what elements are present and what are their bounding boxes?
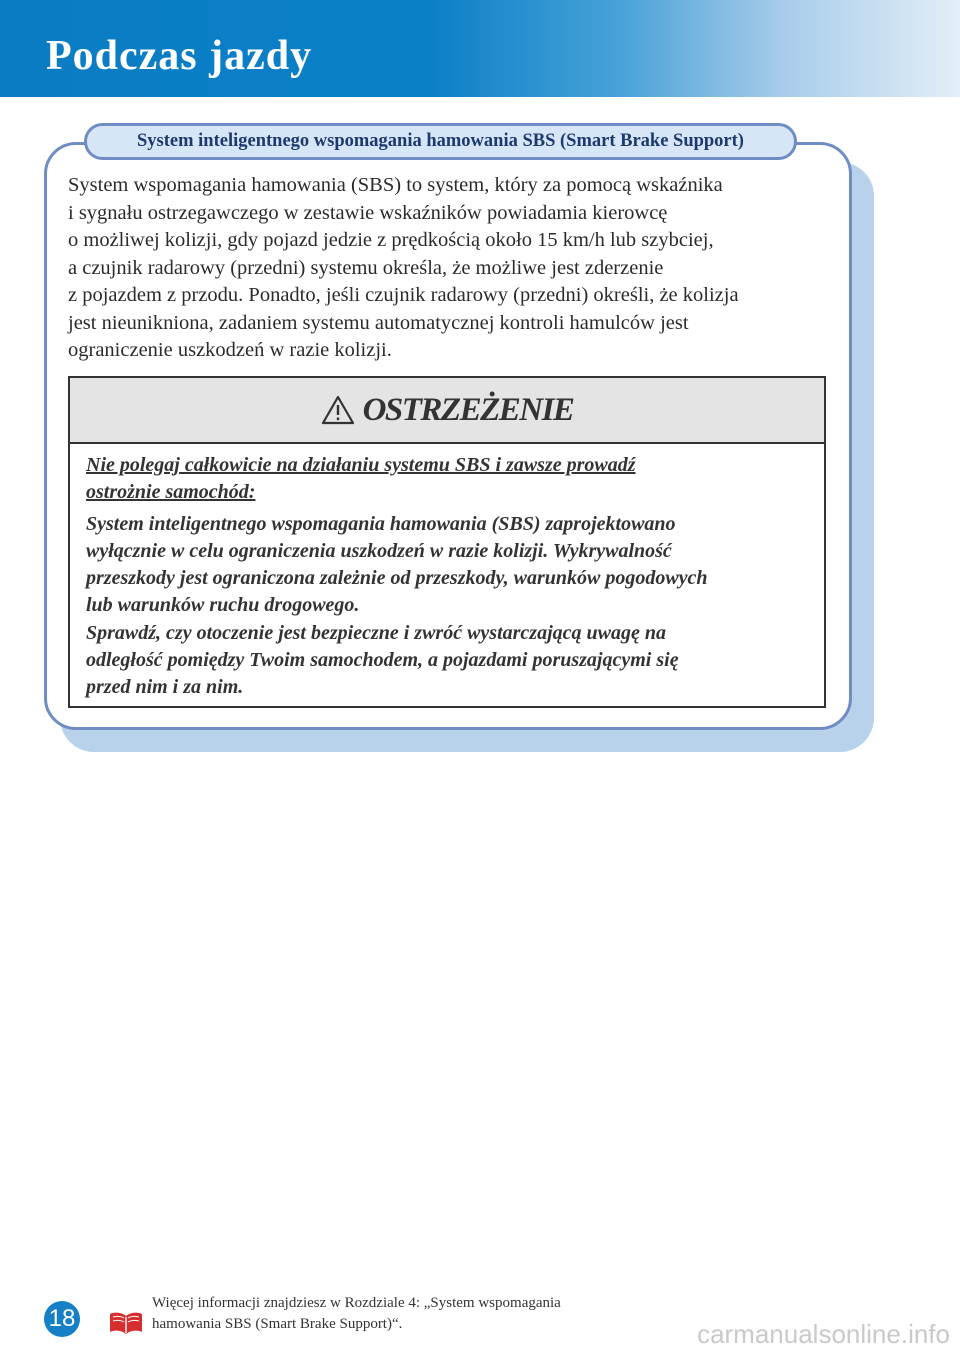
warning-title: OSTRZEŻENIE — [362, 391, 574, 428]
book-icon — [108, 1311, 144, 1335]
intro-line: ograniczenie uszkodzeń w razie kolizji. — [68, 339, 392, 361]
warning-line: Sprawdź, czy otoczenie jest bezpieczne i zwróć wystarczającą uwagę na — [86, 621, 666, 644]
warning-lead-line: Nie polegaj całkowicie na działaniu systemu SBS i zawsze prowadź — [86, 454, 636, 476]
intro-line: jest nieunikniona, zadaniem systemu automatycznej kontroli hamulców jest — [68, 311, 689, 334]
warning-lead-line: ostrożnie samochód: — [86, 481, 256, 504]
warning-body — [70, 444, 824, 702]
page-number-badge: 18 — [44, 1301, 80, 1337]
warning-box — [68, 376, 826, 708]
page-title: Podczas jazdy — [46, 33, 313, 79]
warning-lead — [86, 452, 808, 507]
warning-line: lub warunków ruchu drogowego. — [86, 594, 360, 617]
warning-line: przed nim i za nim. — [86, 676, 244, 699]
footnote-line: hamowania SBS (Smart Brake Support)“. — [152, 1316, 403, 1332]
intro-line: i sygnału ostrzegawczego w zestawie wskaźników powiadamia kierowcę — [68, 201, 668, 224]
watermark: carmanualsonline.info — [697, 1319, 950, 1349]
intro-line: a czujnik radarowy (przedni) systemu określa, że możliwe jest zderzenie — [68, 256, 664, 279]
warning-line: wyłącznie w celu ograniczenia uszkodzeń w razie kolizji. Wykrywalność — [86, 539, 672, 562]
intro-text — [68, 172, 838, 365]
intro-line: o możliwej kolizji, gdy pojazd jedzie z prędkością około 15 km/h lub szybciej, — [68, 229, 714, 251]
footnote-line: Więcej informacji znajdziesz w Rozdziale 4: „System wspomagania — [152, 1295, 561, 1311]
page-header — [0, 0, 960, 97]
warning-header — [70, 378, 824, 444]
footnote — [152, 1293, 672, 1335]
warning-line: przeszkody jest ograniczona zależnie od przeszkody, warunków pogodowych — [86, 567, 708, 590]
intro-line: System wspomagania hamowania (SBS) to system, który za pomocą wskaźnika — [68, 174, 723, 196]
warning-line: odległość pomiędzy Twoim samochodem, a pojazdami poruszającymi się — [86, 649, 679, 672]
section-tab-title: System inteligentnego wspomagania hamowania SBS (Smart Brake Support) — [84, 123, 797, 160]
intro-line: z pojazdem z przodu. Ponadto, jeśli czujnik radarowy (przedni) określi, że kolizja — [68, 284, 739, 306]
warning-line: System inteligentnego wspomagania hamowania (SBS) zaprojektowano — [86, 512, 676, 535]
warning-triangle-icon — [321, 395, 355, 425]
